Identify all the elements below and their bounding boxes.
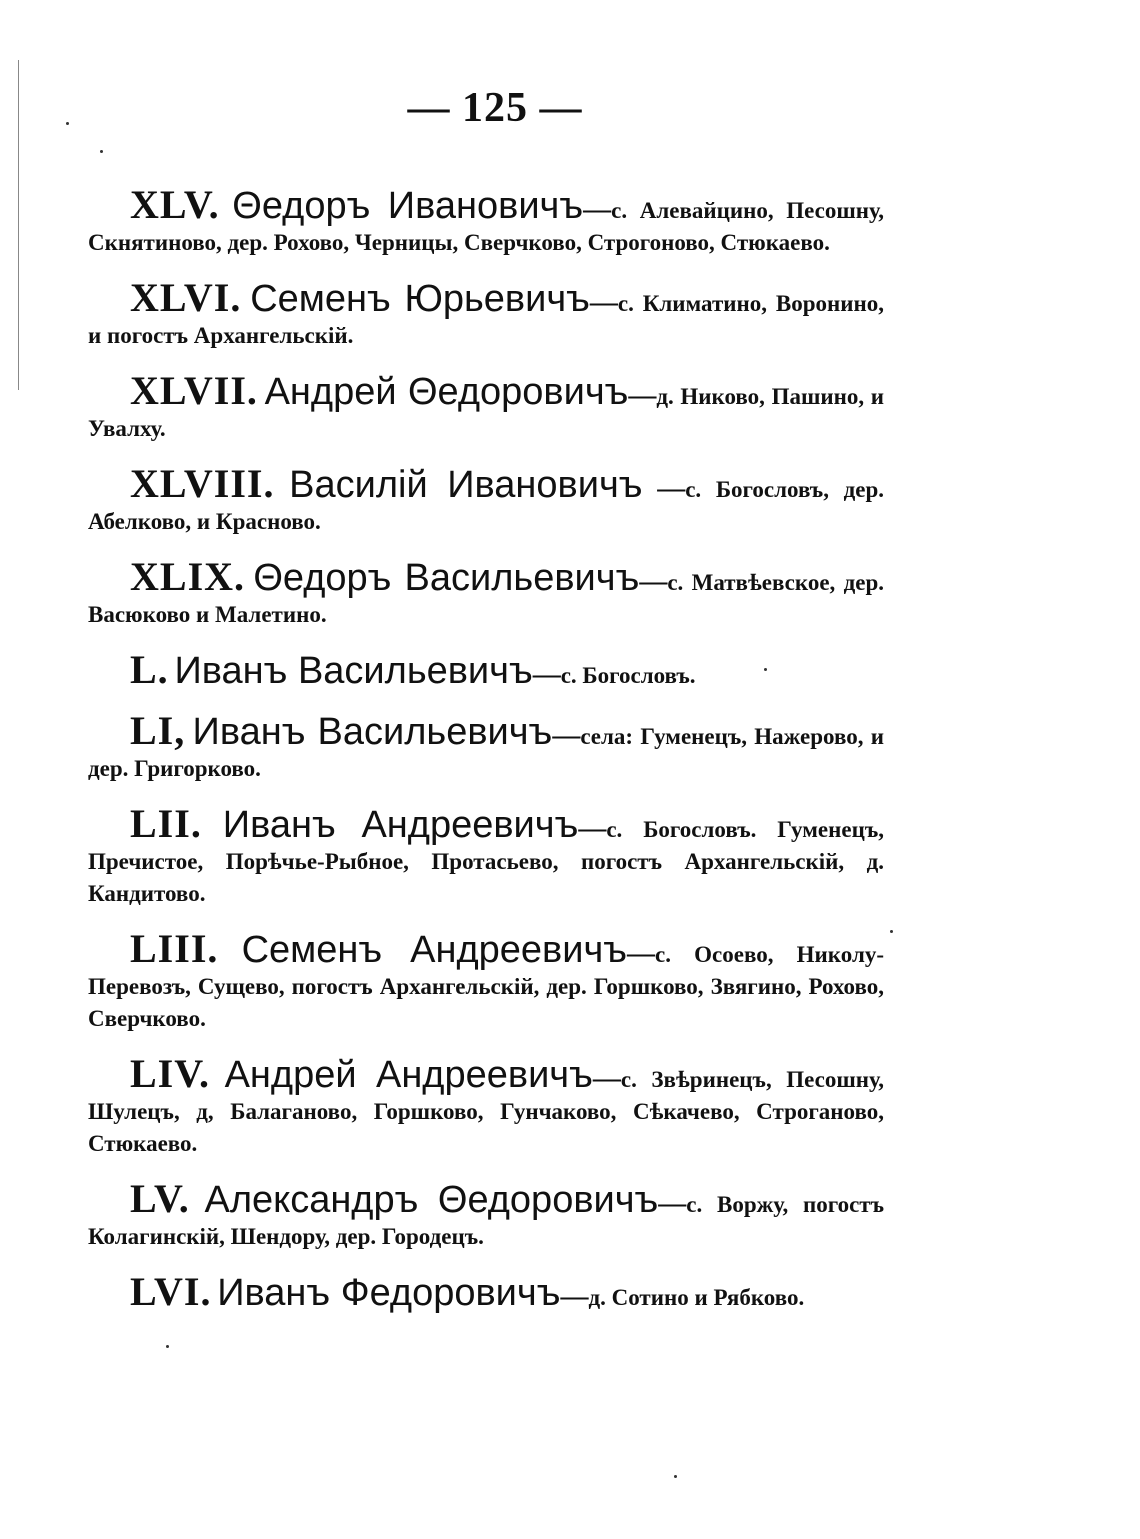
entry-text: с. Климатино, Воронино, и погостъ Архангельскій. — [88, 291, 884, 348]
entry-name: Василій Ивановичъ — [289, 464, 643, 506]
scan-speck — [674, 1475, 677, 1478]
entry-text: с. Богословъ. — [560, 663, 696, 688]
page-body — [88, 166, 884, 1330]
list-item: LV. Александръ Θедоровичъ—с. Воржу, погостъ Колагинскій, Шендору, дер. Городецъ. — [88, 1176, 884, 1249]
entry-text: с. Звѣринецъ, Песошну, Шулецъ, д, Балаганово, Горшково, Гунчаково, Сѣкачево, Строганово, Стюкаево. — [88, 1067, 884, 1156]
list-item: XLVIII. Василій Ивановичъ —с. Богословъ, дер. Абелково, и Красново. — [88, 461, 885, 534]
entry-name: Θедоръ Ивановичъ — [232, 185, 584, 227]
list-item: LVI. Иванъ Федоровичъ—д. Сотино и Рябково. — [130, 1269, 805, 1314]
entry-numeral: L. — [130, 647, 169, 692]
list-item: LIV. Андрей Андреевичъ—с. Звѣринецъ, Песошну, Шулецъ, д, Балаганово, Горшково, Гунчаково, Сѣкачево, Строганово, Стюкаево. — [88, 1051, 884, 1156]
entry-name: Иванъ Андреевичъ — [222, 804, 579, 846]
entry-name: Θедоръ Васильевичъ — [253, 557, 640, 599]
entry-name: Андрей Андреевичъ — [224, 1054, 593, 1096]
entry-numeral: XLV. — [130, 182, 220, 227]
entry-numeral: LII. — [130, 801, 202, 846]
list-item: XLVI. Семенъ Юрьевичъ—с. Климатино, Воронино, и погостъ Архангельскій. — [88, 275, 884, 348]
entry-text: д. Сотино и Рябково. — [588, 1285, 805, 1310]
scan-speck — [100, 150, 103, 153]
entry-numeral: LV. — [130, 1176, 190, 1221]
entry-numeral: XLVI. — [130, 275, 242, 320]
entry-text: с. Богословъ. Гуменецъ, Пречистое, Порѣчье-Рыбное, Протасьево, погостъ Архангельскій, д. Кандитово. — [88, 817, 884, 906]
entry-name: Семенъ Юрьевичъ — [250, 278, 590, 320]
entry-numeral: LVI. — [130, 1269, 212, 1314]
entry-text: с. Матвѣевское, дер. Васюково и Малетино. — [88, 570, 884, 627]
entry-numeral: XLIX. — [130, 554, 246, 599]
entry-text: с. Алевайцино, Песошну, Скнятиново, дер. Рохово, Черницы, Сверчково, Строгоново, Стюкаево. — [88, 198, 884, 255]
scan-speck — [890, 930, 893, 933]
list-item: XLIX. Θедоръ Васильевичъ—с. Матвѣевское, дер. Васюково и Малетино. — [88, 554, 884, 627]
entry-text: села: Гуменецъ, Нажерово, и дер. Григорково. — [88, 724, 885, 781]
entry-name: Иванъ Васильевичъ — [174, 650, 533, 692]
entry-numeral: LIV. — [130, 1051, 210, 1096]
list-item: XLV. Θедоръ Ивановичъ—с. Алевайцино, Песошну, Скнятиново, дер. Рохово, Черницы, Сверчково, Строгоново, Стюкаево. — [88, 182, 884, 255]
entry-numeral: XLVII. — [130, 368, 258, 413]
entry-name: Андрей Θедоровичъ — [264, 371, 629, 413]
list-item: XLVII. Андрей Θедоровичъ—д. Никово, Пашино, и Увалху. — [88, 368, 885, 441]
entry-name: Александръ Θедоровичъ — [204, 1179, 659, 1221]
entry-text: с. Богословъ, дер. Абелково, и Красново. — [88, 477, 885, 534]
entry-numeral: LIII. — [130, 926, 219, 971]
entry-name: Семенъ Андреевичъ — [241, 929, 628, 971]
entry-text: с. Воржу, погостъ Колагинскій, Шендору, дер. Городецъ. — [88, 1192, 884, 1249]
entry-text: д. Никово, Пашино, и Увалху. — [88, 384, 885, 441]
entry-text: с. Осоево, Николу-Перевозъ, Сущево, погостъ Архангельскій, дер. Горшково, Звягино, Рохово, Сверчково. — [88, 942, 885, 1031]
list-item: L. Иванъ Васильевичъ—с. Богословъ. — [130, 647, 696, 692]
scan-speck — [166, 1345, 169, 1348]
page-number: — 125 — — [407, 85, 583, 131]
list-item: LII. Иванъ Андреевичъ—с. Богословъ. Гуменецъ, Пречистое, Порѣчье-Рыбное, Протасьево, погостъ Архангельскій, д. Кандитово. — [88, 801, 884, 906]
entry-name: Иванъ Васильевичъ — [192, 711, 553, 753]
entry-numeral: LI, — [130, 708, 186, 753]
entry-name: Иванъ Федоровичъ — [217, 1272, 561, 1314]
list-item: LI, Иванъ Васильевичъ—села: Гуменецъ, Нажерово, и дер. Григорково. — [88, 708, 885, 781]
entry-numeral: XLVIII. — [130, 461, 275, 506]
list-item: LIII. Семенъ Андреевичъ—с. Осоево, Николу-Перевозъ, Сущево, погостъ Архангельскій, дер. Горшково, Звягино, Рохово, Сверчково. — [88, 926, 885, 1031]
